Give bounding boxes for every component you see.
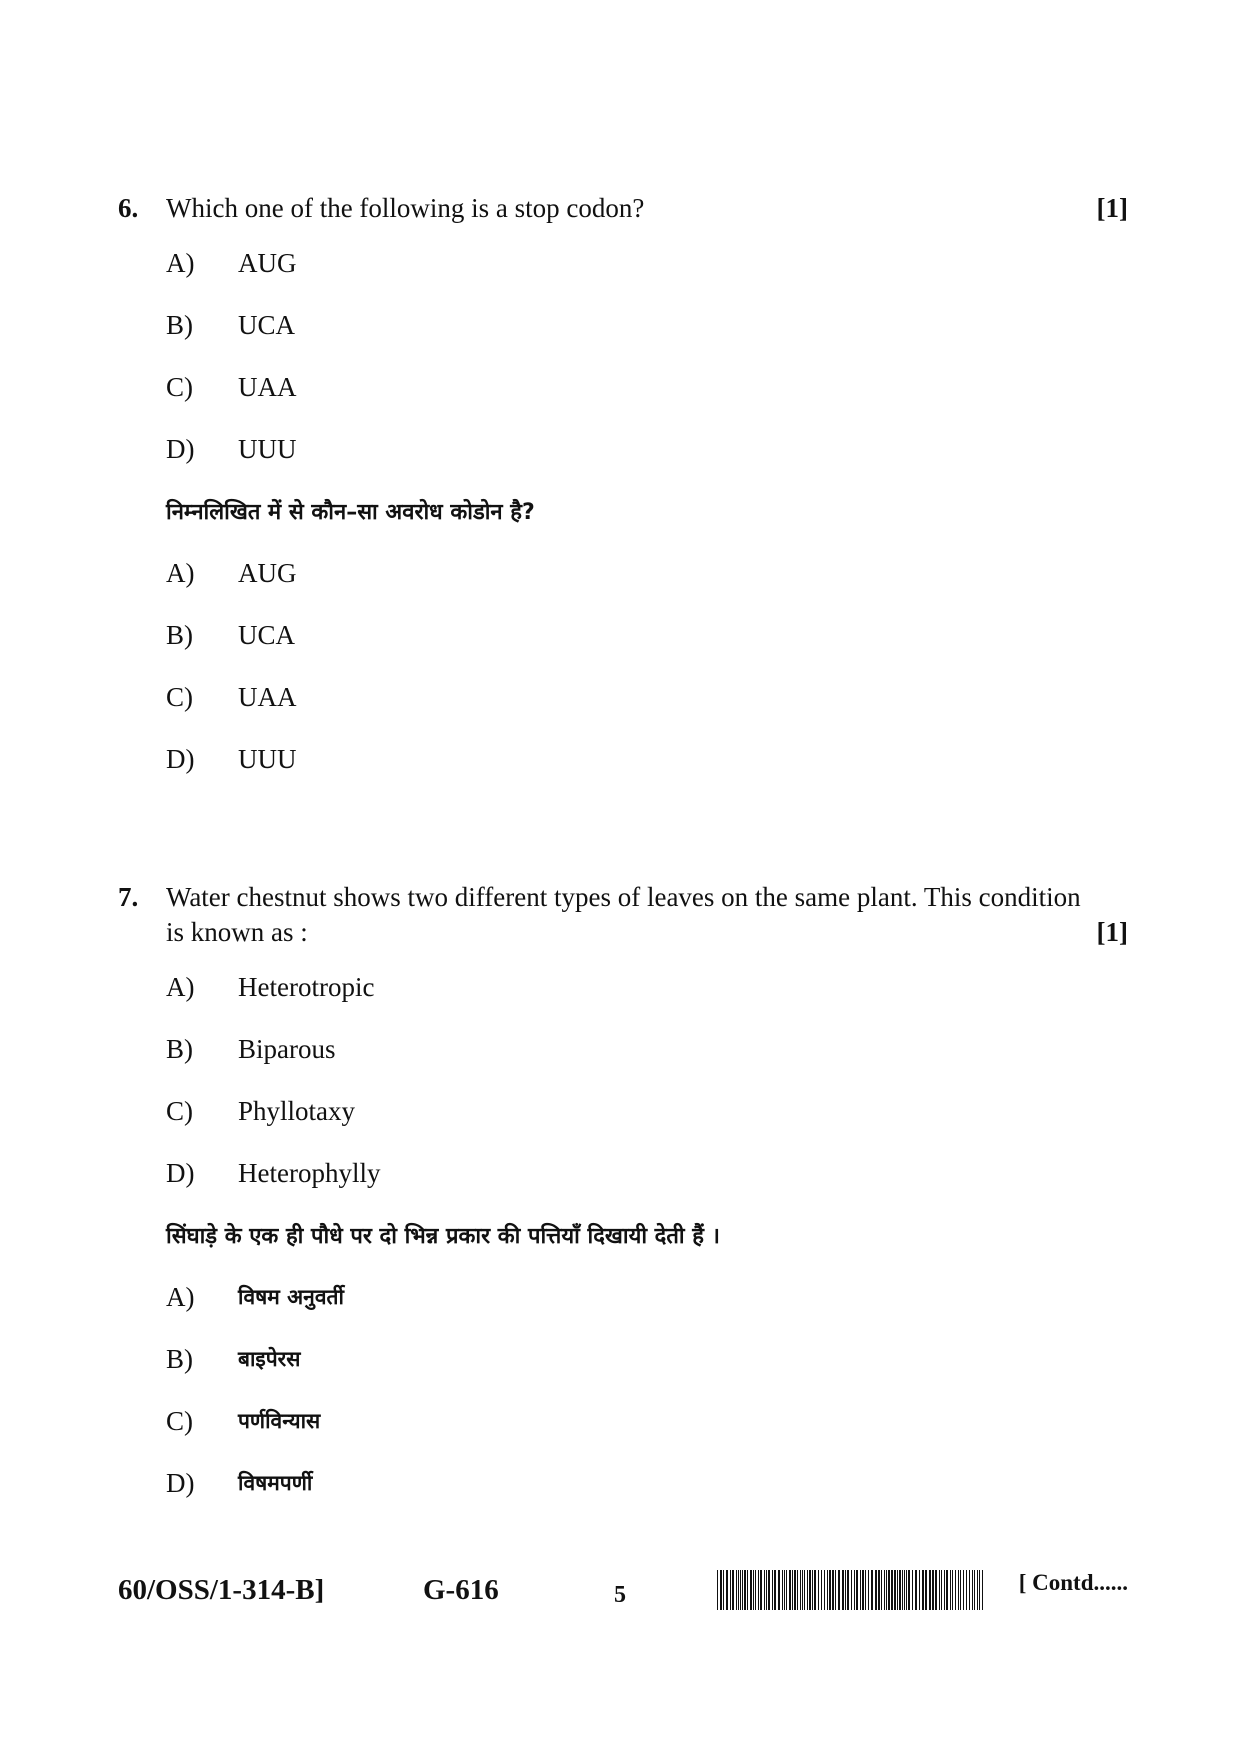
option-label: A) [166,971,195,1002]
option-text: Heterophylly [238,1157,381,1188]
option-text: UCA [238,309,296,340]
option-a [166,232,1128,294]
option-label: B) [166,1033,193,1064]
option-text: विषम अनुवर्ती [238,1285,344,1309]
option-d [166,728,1128,790]
series-code: G-616 [423,1574,499,1606]
option-b [166,294,1128,356]
question-7-header [118,880,1128,950]
question-text-line-2 [166,915,1128,950]
option-label: D) [166,1467,195,1498]
option-label: A) [166,1281,195,1312]
options-english [166,956,1128,1204]
page-footer [118,1570,1128,1620]
option-text: Phyllotaxy [238,1095,356,1126]
option-a [166,1266,1128,1328]
option-text: बाइपेरस [238,1347,301,1371]
option-text: UUU [238,743,297,774]
question-text-line-1: Water chestnut shows two different types of leaves on the same plant. This condition [166,882,1081,912]
option-label: B) [166,309,193,340]
option-text: Biparous [238,1033,336,1064]
question-number: 6. [118,193,139,223]
question-text: Which one of the following is a stop codon? [166,193,645,223]
option-a [166,956,1128,1018]
option-text: विषमपर्णी [238,1471,313,1495]
question-7 [118,880,1128,1514]
options-hindi [166,542,1128,790]
option-label: D) [166,433,195,464]
option-text: AUG [238,247,297,278]
paper-code: 60/OSS/1-314-B] [118,1574,325,1606]
marks-label: [1] [1096,193,1128,223]
option-a [166,542,1128,604]
option-text: AUG [238,557,297,588]
option-d [166,418,1128,480]
option-text: UUU [238,433,297,464]
barcode-icon [715,1570,985,1610]
marks-label: [1] [1096,917,1128,947]
option-label: B) [166,619,193,650]
page-number: 5 [614,1582,626,1608]
question-text-hindi: निम्नलिखित में से कौन–सा अवरोध कोडोन है? [166,500,535,525]
option-d [166,1452,1128,1514]
option-d [166,1142,1128,1204]
options-hindi [166,1266,1128,1514]
option-label: D) [166,1157,195,1188]
option-b [166,604,1128,666]
question-text [166,880,1128,950]
option-b [166,1328,1128,1390]
option-label: C) [166,1405,193,1436]
option-text: Heterotropic [238,971,375,1002]
option-label: C) [166,371,193,402]
option-b [166,1018,1128,1080]
option-c [166,1390,1128,1452]
option-c [166,356,1128,418]
continued-label: [ Contd...... [1018,1570,1128,1595]
option-c [166,1080,1128,1142]
question-number: 7. [118,882,139,912]
options-english [166,232,1128,480]
option-text: UAA [238,371,297,402]
question-6-header [118,191,1128,226]
option-text: पर्णविन्यास [238,1409,321,1433]
question-text-hindi: सिंघाड़े के एक ही पौधे पर दो भिन्न प्रकार की पत्तियाँ दिखायी देती हैं । [166,1224,720,1249]
option-text: UAA [238,681,297,712]
option-label: A) [166,247,195,278]
option-label: A) [166,557,195,588]
question-6 [118,191,1128,790]
option-label: C) [166,1095,193,1126]
question-text-line-2-text: is known as : [166,917,308,947]
option-label: B) [166,1343,193,1374]
option-label: D) [166,743,195,774]
option-label: C) [166,681,193,712]
option-text: UCA [238,619,296,650]
option-c [166,666,1128,728]
